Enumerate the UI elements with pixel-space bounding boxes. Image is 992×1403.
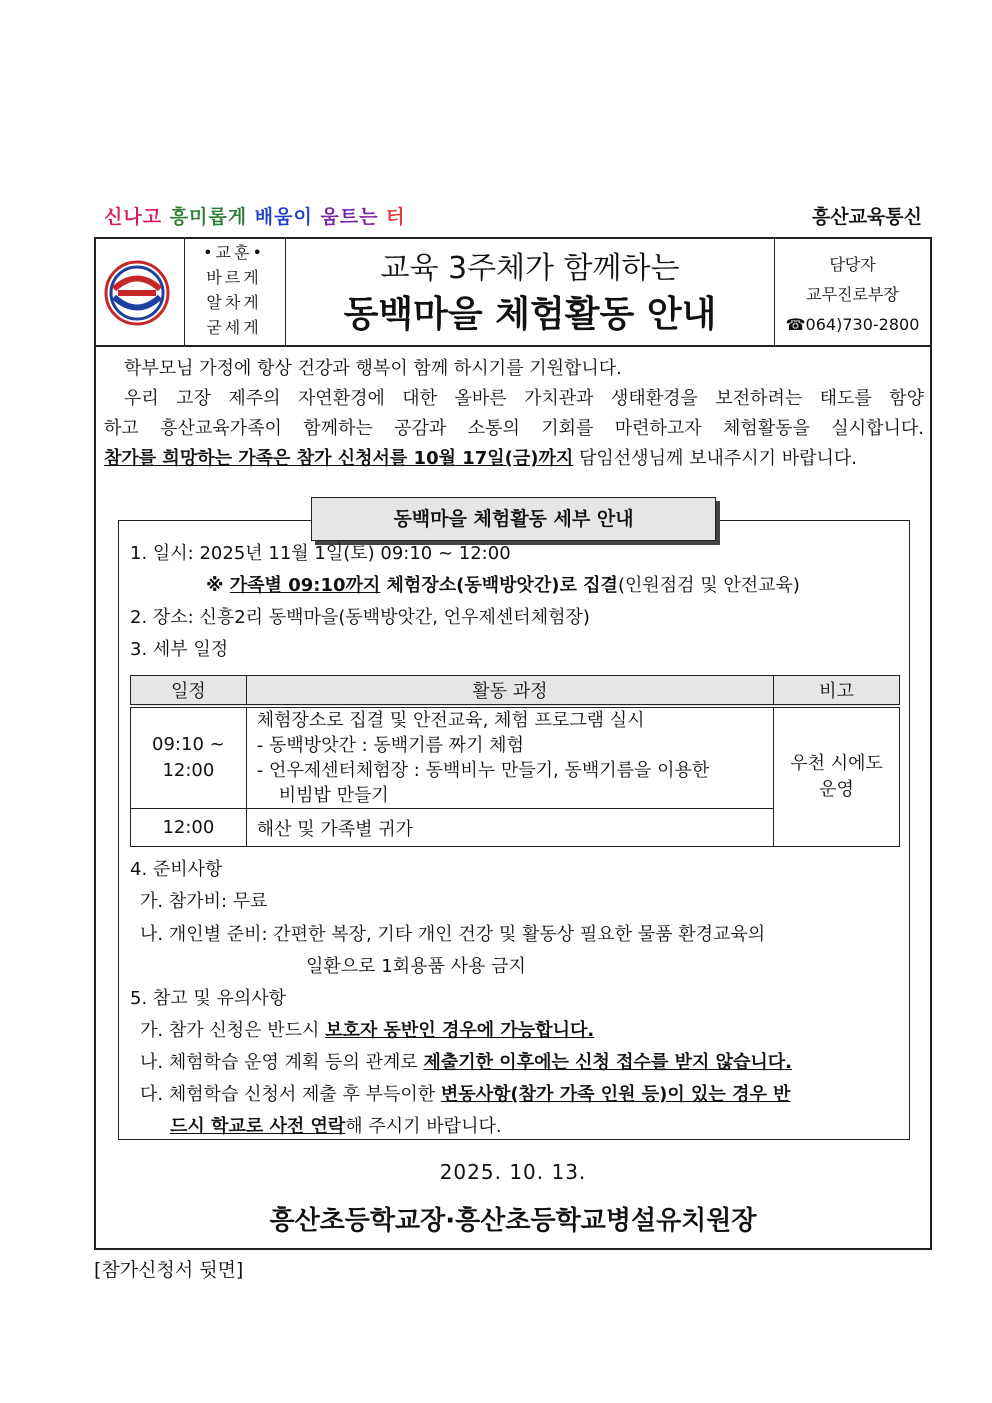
row1-time bbox=[131, 706, 247, 809]
slogan-word-2: 흥미롭게 bbox=[169, 206, 248, 228]
slogan-word-1: 신나고 bbox=[104, 206, 163, 228]
motto-line-2: 알차게 bbox=[206, 293, 262, 312]
contact-phone: ☎064)730-2800 bbox=[785, 315, 920, 334]
section-3-schedule: 3. 세부 일정 bbox=[130, 639, 229, 660]
section-5a bbox=[140, 1015, 594, 1047]
school-motto bbox=[184, 240, 284, 340]
row1-line-1: 체험장소로 집결 및 안전교육, 체험 프로그램 실시 bbox=[256, 710, 645, 731]
row1-line-3: - 언우제센터체험장 : 동백비누 만들기, 동백기름을 이용한 bbox=[256, 760, 710, 781]
back-page-note: [참가신청서 뒷면] bbox=[94, 1259, 244, 1281]
note-text: 우천 시에도 운영 bbox=[790, 753, 883, 800]
contact-label: 담당자 bbox=[829, 255, 876, 274]
contact-dept: 교무진로부장 bbox=[806, 285, 899, 304]
row1-time-text: 09:10 ~ 12:00 bbox=[152, 734, 225, 781]
s5b-emphasis: 제출기한 이후에는 신청 접수를 받지 않습니다. bbox=[423, 1052, 793, 1073]
table-row bbox=[131, 706, 900, 809]
col-header-note: 비고 bbox=[774, 676, 900, 707]
s5b-prefix: 나. 체험학습 운영 계획 등의 관계로 bbox=[140, 1052, 424, 1073]
section-4b-items-cont: 일환으로 1회용품 사용 금지 bbox=[306, 956, 526, 977]
slogan-word-3: 배움이 bbox=[254, 206, 313, 228]
deadline-emphasis: 참가를 희망하는 가족은 참가 신청서를 10월 17일(금)까지 bbox=[104, 448, 574, 469]
intro-text bbox=[104, 354, 924, 474]
note-rest: (인원점검 및 안전교육) bbox=[617, 575, 800, 596]
row1-line-2: - 동백방앗간 : 동백기름 짜기 체험 bbox=[256, 735, 524, 756]
page-title bbox=[286, 248, 774, 340]
issue-date: 2025. 10. 13. bbox=[439, 1160, 587, 1184]
row1-activity bbox=[246, 706, 773, 809]
intro-para-line-1: 우리 고장 제주의 자연환경에 대한 올바른 가치관과 생태환경을 보전하려는 태도를 함양 bbox=[124, 388, 924, 409]
slogan-word-5: 터 bbox=[386, 206, 406, 228]
section-4b-items: 나. 개인별 준비: 간편한 복장, 기타 개인 건강 및 활동상 필요한 물품 환경교육의 bbox=[140, 924, 766, 945]
publication-name: 흥산교육통신 bbox=[811, 206, 922, 228]
s5a-emphasis: 보호자 동반인 경우에 가능합니다. bbox=[325, 1020, 595, 1041]
section-5c bbox=[140, 1079, 791, 1111]
section-4a-fee: 가. 참가비: 무료 bbox=[140, 891, 268, 912]
principal-signature: 흥산초등학교장·흥산초등학교병설유치원장 bbox=[269, 1206, 757, 1236]
section-2-location: 2. 장소: 신흥2리 동백마을(동백방앗간, 언우제센터체험장) bbox=[130, 607, 590, 628]
col-header-activity: 활동 과정 bbox=[246, 676, 773, 707]
note-emphasis-2: 체험장소(동백방앗간)로 집결 bbox=[380, 575, 618, 596]
schedule-table bbox=[130, 675, 900, 847]
section-1-note bbox=[206, 570, 800, 602]
row2-activity: 해산 및 가족별 귀가 bbox=[246, 809, 773, 847]
deadline-rest: 담임선생님께 보내주시기 바랍니다. bbox=[573, 448, 858, 469]
s5a-prefix: 가. 참가 신청은 반드시 bbox=[140, 1020, 326, 1041]
details-box-title: 동백마을 체험활동 세부 안내 bbox=[311, 497, 716, 541]
title-line-1: 교육 3주체가 함께하는 bbox=[380, 251, 680, 286]
greeting: 학부모님 가정에 항상 건강과 행복이 함께 하시기를 기원합니다. bbox=[124, 358, 622, 379]
section-1-datetime: 1. 일시: 2025년 11월 1일(토) 09:10 ~ 12:00 bbox=[130, 543, 511, 564]
school-logo bbox=[104, 260, 170, 330]
school-emblem-icon bbox=[104, 260, 170, 326]
section-5b bbox=[140, 1047, 792, 1079]
note-emphasis-1: 가족별 09:10까지 bbox=[229, 575, 381, 596]
intro-para-line-2: 하고 흥산교육가족이 함께하는 공감과 소통의 기회를 마련하고자 체험활동을 실시합니다. bbox=[104, 418, 924, 439]
note-cell bbox=[774, 706, 900, 847]
row2-time: 12:00 bbox=[131, 809, 247, 847]
motto-line-1: 바르게 bbox=[206, 268, 262, 287]
title-line-2: 동백마을 체험활동 안내 bbox=[343, 294, 717, 335]
s5c-prefix: 다. 체험학습 신청서 제출 후 부득이한 bbox=[140, 1084, 441, 1105]
s5c-emphasis-2: 드시 학교로 사전 연락 bbox=[170, 1116, 346, 1137]
section-5-notes: 5. 참고 및 유의사항 bbox=[130, 988, 287, 1009]
table-header-row bbox=[131, 676, 900, 707]
contact-info bbox=[775, 250, 930, 340]
row1-line-4: 비빔밥 만들기 bbox=[278, 785, 389, 806]
slogan-word-4: 움트는 bbox=[320, 206, 379, 228]
note-prefix: ※ bbox=[206, 575, 230, 596]
header-divider bbox=[94, 345, 932, 347]
section-5c-cont bbox=[170, 1111, 502, 1143]
section-4-prep: 4. 준비사항 bbox=[130, 859, 223, 880]
motto-line-3: 굳세게 bbox=[206, 318, 262, 337]
school-slogan bbox=[104, 202, 405, 229]
s5c-rest: 해 주시기 바랍니다. bbox=[345, 1116, 502, 1137]
col-header-time: 일정 bbox=[131, 676, 247, 707]
motto-label: •교훈• bbox=[203, 243, 265, 262]
s5c-emphasis: 변동사항(참가 가족 인원 등)이 있는 경우 반 bbox=[440, 1084, 791, 1105]
deadline-line bbox=[104, 444, 924, 474]
